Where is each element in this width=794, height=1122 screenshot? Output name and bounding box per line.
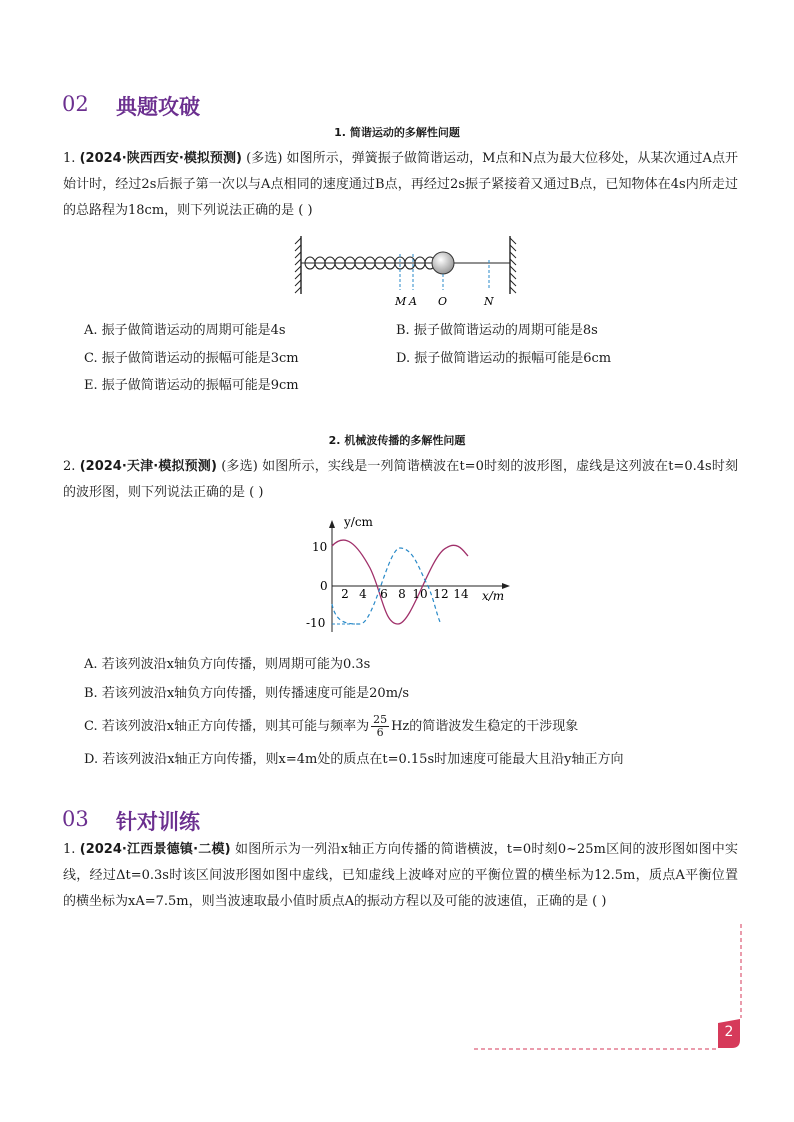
option-1E: E. 振子做简谐运动的振幅可能是9cm xyxy=(84,378,299,393)
xtick-12: 12 xyxy=(433,587,449,601)
option-1A: A. 振子做简谐运动的周期可能是4s xyxy=(84,323,286,338)
xtick-10: 10 xyxy=(412,587,428,601)
section-number-02: 02 xyxy=(62,92,89,116)
fraction-denominator: 6 xyxy=(376,726,384,739)
question-source: (2024·陕西西安·模拟预测) xyxy=(79,151,242,166)
fraction-25-6 xyxy=(371,714,389,739)
y-axis-label: y/cm xyxy=(344,515,373,529)
right-wall-hatching xyxy=(510,238,516,293)
xtick-14: 14 xyxy=(453,587,469,601)
topic2-heading: 2. 机械波传播的多解性问题 xyxy=(328,434,466,447)
spring-oscillator-figure xyxy=(292,232,522,310)
xtick-6: 6 xyxy=(380,587,388,601)
xtick-2: 2 xyxy=(341,587,349,601)
ytick-neg10: -10 xyxy=(306,616,326,630)
fraction-numerator: 25 xyxy=(373,713,388,726)
option-2D: D. 若该列波沿x轴正方向传播，则x=4m处的质点在t=0.15s时加速度可能最大且沿y轴正方向 xyxy=(84,752,624,767)
y-axis-arrow xyxy=(329,520,335,528)
label-M: M xyxy=(395,295,407,308)
left-wall-hatching xyxy=(295,238,301,293)
option-2C xyxy=(84,712,578,742)
question-2 xyxy=(63,454,738,506)
option-2C-post: Hz的简谐波发生稳定的干涉现象 xyxy=(391,719,579,734)
xtick-4: 4 xyxy=(359,587,367,601)
question-number: 2. xyxy=(63,459,76,474)
question-number: 1. xyxy=(63,842,76,857)
section-title-zhendui: 针对训练 xyxy=(116,810,200,834)
ytick-0: 0 xyxy=(320,579,328,593)
training-question-1 xyxy=(63,837,738,915)
option-2C-pre: C. 若该列波沿x轴正方向传播，则其可能与频率为 xyxy=(84,719,370,734)
option-1C: C. 振子做简谐运动的振幅可能是3cm xyxy=(84,351,299,366)
ytick-10: 10 xyxy=(312,540,328,554)
section-number-03: 03 xyxy=(62,807,89,831)
question-text: (多选) 如图所示，实线是一列简谐横波在t=0时刻的波形图，虚线是这列波在t=0.4s时刻的波形图，则下列说法正确的是 ( ) xyxy=(63,459,738,500)
label-O: O xyxy=(438,295,448,308)
question-text: (多选) 如图所示，弹簧振子做简谐运动，M点和N点为最大位移处，从某次通过A点开始计时，经过2s后振子第一次以与A点相同的速度通过B点，再经过2s振子紧接着又通过B点，已知物体在4s内所走过的总路程为18cm，则下列说法正确的是 ( ) xyxy=(63,151,738,218)
page-number: 2 xyxy=(724,1024,734,1040)
question-1 xyxy=(63,146,738,224)
question-source: (2024·江西景德镇·二模) xyxy=(79,842,231,857)
solid-wave-t0 xyxy=(332,540,468,624)
corner-decoration xyxy=(470,922,750,1054)
xtick-8: 8 xyxy=(398,587,406,601)
option-1D: D. 振子做简谐运动的振幅可能是6cm xyxy=(396,351,612,366)
question-source: (2024·天津·模拟预测) xyxy=(79,459,217,474)
question-text: 如图所示为一列沿x轴正方向传播的简谐横波，t=0时刻0~25m区间的波形图如图中实线，经过Δt=0.3s时该区间波形图如图中虚线，已知虚线上波峰对应的平衡位置的横坐标为12.5m，质点A平衡位置的横坐标为xA=7.5m，则当波速取最小值时质点A的振动方程以及可能的波速值，正确的是 ( ) xyxy=(63,842,739,909)
wave-graph xyxy=(300,508,520,636)
section-title-dianti: 典题攻破 xyxy=(116,95,200,119)
option-2B: B. 若该列波沿x轴负方向传播，则传播速度可能是20m/s xyxy=(84,686,410,701)
label-N: N xyxy=(484,295,494,308)
option-2A: A. 若该列波沿x轴负方向传播，则周期可能为0.3s xyxy=(84,657,371,672)
option-1B: B. 振子做简谐运动的周期可能是8s xyxy=(396,323,598,338)
x-axis-label: x/m xyxy=(482,589,505,603)
oscillator-ball xyxy=(432,252,454,274)
label-A: A xyxy=(409,295,417,308)
topic1-heading: 1. 简谐运动的多解性问题 xyxy=(334,126,460,139)
question-number: 1. xyxy=(63,151,76,166)
